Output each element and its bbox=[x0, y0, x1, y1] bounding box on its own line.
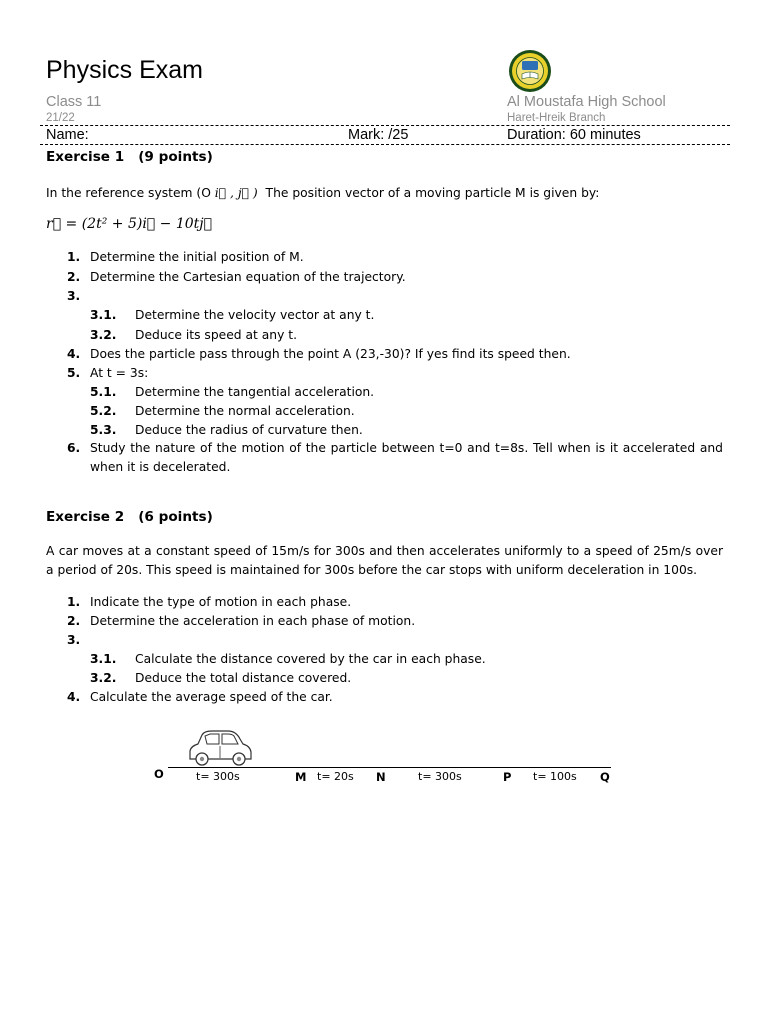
question-text: At t = 3s: bbox=[90, 366, 149, 380]
exercise-2-points: (6 points) bbox=[138, 509, 213, 525]
question-number: 4. bbox=[67, 347, 81, 361]
point-m-label: M bbox=[295, 770, 307, 784]
question-text: Does the particle pass through the point A (23,-30)? If yes find its speed then. bbox=[90, 347, 571, 361]
question-number: 5.3. bbox=[90, 423, 117, 437]
question-number: 3.2. bbox=[90, 328, 117, 342]
question-number: 3.2. bbox=[90, 671, 117, 685]
question-text: Determine the initial position of M. bbox=[90, 250, 304, 264]
school-year: 21/22 bbox=[46, 112, 75, 124]
basis-vectors: i⃗ , j⃗ ) bbox=[214, 186, 258, 200]
question-text: Calculate the average speed of the car. bbox=[90, 690, 333, 704]
question-number: 2. bbox=[67, 614, 81, 628]
car-icon bbox=[186, 729, 254, 767]
question-text: Deduce the total distance covered. bbox=[135, 671, 352, 685]
question-number: 4. bbox=[67, 690, 81, 704]
question-text: Determine the normal acceleration. bbox=[135, 404, 355, 418]
question-number: 3. bbox=[67, 289, 81, 303]
question-text: Determine the acceleration in each phase of motion. bbox=[90, 614, 416, 628]
exercise-1-intro bbox=[46, 184, 599, 203]
phase-4-duration: t= 100s bbox=[533, 770, 577, 783]
question-text: Deduce the radius of curvature then. bbox=[135, 423, 363, 437]
phase-3-duration: t= 300s bbox=[418, 770, 462, 783]
question-number: 3.1. bbox=[90, 308, 117, 322]
question-text: Determine the tangential acceleration. bbox=[135, 385, 375, 399]
question-text: Indicate the type of motion in each phase. bbox=[90, 595, 352, 609]
point-q-label: Q bbox=[600, 770, 610, 784]
track-line bbox=[168, 767, 611, 768]
question-text: Study the nature of the motion of the particle between t=0 and t=8s. Tell when is it accelerated and when it is decelerated. bbox=[90, 441, 723, 474]
mark-field: Mark: /25 bbox=[348, 127, 409, 143]
point-o-label: O bbox=[154, 767, 164, 781]
name-field: Name: bbox=[46, 127, 89, 143]
class-label: Class 11 bbox=[46, 94, 102, 110]
exercise-2-intro: A car moves at a constant speed of 15m/s for 300s and then accelerates uniformly to a speed of 25m/s over a period of 20s. This speed is maintained for 300s before the car stops with uniform deceleration in 100s. bbox=[46, 544, 723, 577]
position-vector-equation: r⃗ = (2t² + 5)i⃗ − 10tj⃗ bbox=[46, 216, 213, 232]
school-name: Al Moustafa High School bbox=[507, 94, 666, 110]
exercise-2-title: Exercise 2 bbox=[46, 509, 125, 525]
question-text: Calculate the distance covered by the car in each phase. bbox=[135, 652, 486, 666]
phase-2-duration: t= 20s bbox=[317, 770, 354, 783]
intro-suffix: The position vector of a moving particle M is given by: bbox=[257, 186, 600, 200]
question-number: 1. bbox=[67, 250, 81, 264]
point-p-label: P bbox=[503, 770, 512, 784]
school-branch: Haret-Hreik Branch bbox=[507, 112, 606, 124]
question-number: 3.1. bbox=[90, 652, 117, 666]
header-divider-bottom bbox=[40, 144, 730, 145]
question-number: 5.1. bbox=[90, 385, 117, 399]
page-title: Physics Exam bbox=[46, 56, 203, 84]
exercise-2-heading bbox=[46, 509, 213, 525]
question-number: 5.2. bbox=[90, 404, 117, 418]
header-divider-top bbox=[40, 125, 730, 126]
point-n-label: N bbox=[376, 770, 386, 784]
question-number: 5. bbox=[67, 366, 81, 380]
exercise-1-heading bbox=[46, 149, 213, 165]
intro-prefix: In the reference system (O bbox=[46, 186, 215, 200]
question-text: Determine the Cartesian equation of the trajectory. bbox=[90, 270, 406, 284]
school-logo-icon bbox=[508, 49, 552, 93]
phase-1-duration: t= 300s bbox=[196, 770, 240, 783]
question-text: Deduce its speed at any t. bbox=[135, 328, 297, 342]
exercise-1-title: Exercise 1 bbox=[46, 149, 125, 165]
duration-field: Duration: 60 minutes bbox=[507, 127, 641, 143]
exercise-1-points: (9 points) bbox=[138, 149, 213, 165]
question-number: 6. bbox=[67, 441, 81, 455]
question-number: 1. bbox=[67, 595, 81, 609]
question-number: 2. bbox=[67, 270, 81, 284]
question-text: Determine the velocity vector at any t. bbox=[135, 308, 375, 322]
question-number: 3. bbox=[67, 633, 81, 647]
